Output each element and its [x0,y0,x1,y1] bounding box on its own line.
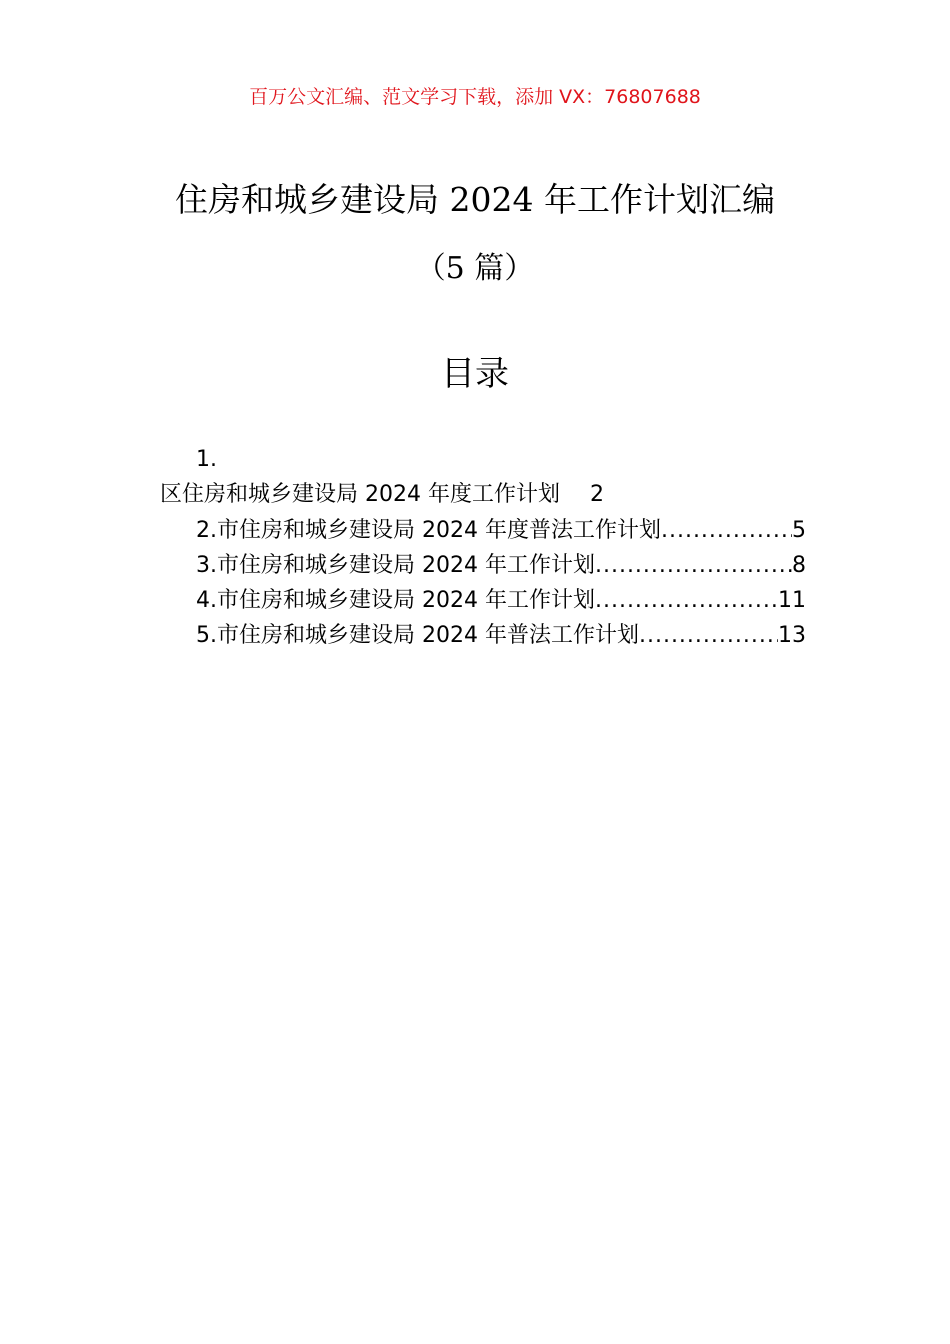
toc-item-label: 4.市住房和城乡建设局 2024 年工作计划 [196,588,595,613]
toc-leader-dots [595,583,778,618]
document-title: 住房和城乡建设局 2024 年工作计划汇编 [175,180,775,219]
toc-item-5[interactable] [196,618,806,653]
toc-item-page: 8 [792,553,806,578]
toc-item-label: 2.市住房和城乡建设局 2024 年度普法工作计划 [196,518,661,543]
toc-leader-dots [595,548,792,583]
toc-item-label: 5.市住房和城乡建设局 2024 年普法工作计划 [196,623,639,648]
toc-item-1-number: 1. [196,447,217,472]
toc-item-label: 3.市住房和城乡建设局 2024 年工作计划 [196,553,595,578]
toc-list [196,513,806,653]
toc-heading: 目录 [441,354,509,394]
toc-item-1[interactable] [160,480,604,510]
toc-item-3[interactable] [196,548,806,583]
toc-item-4[interactable] [196,583,806,618]
toc-item-page: 5 [792,518,806,543]
toc-item-1-page: 2 [589,482,604,507]
toc-item-1-label: 区住房和城乡建设局 2024 年度工作计划 [160,482,560,507]
toc-item-2[interactable] [196,513,806,548]
header-watermark-note: 百万公文汇编、范文学习下载，添加 VX：76807688 [249,86,701,108]
toc-leader-dots [639,618,778,653]
toc-item-page: 13 [778,623,806,648]
document-subtitle: （5 篇） [415,251,535,286]
toc-leader-dots [661,513,792,548]
toc-item-page: 11 [778,588,806,613]
